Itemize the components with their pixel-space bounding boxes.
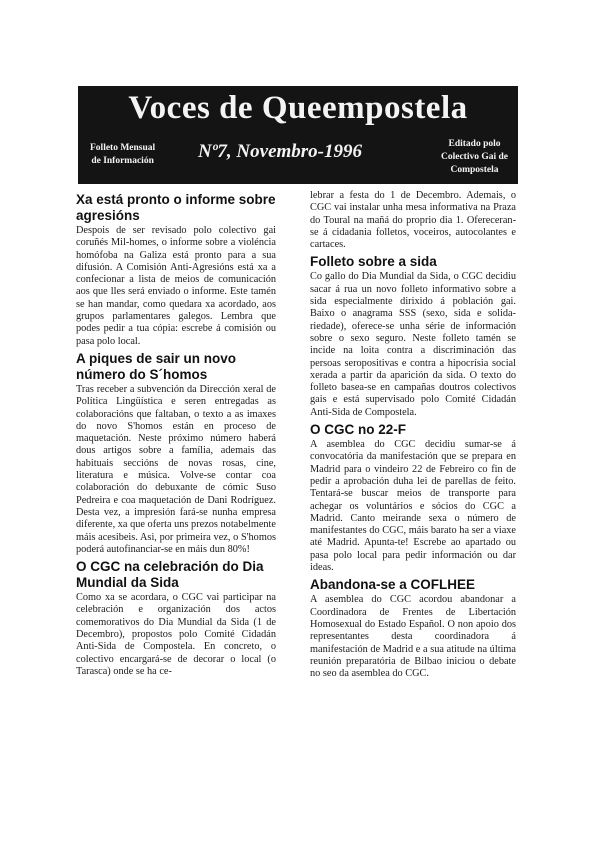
article-title: O CGC no 22-F	[310, 422, 407, 438]
article-dia-mundial	[76, 559, 276, 678]
publisher-line: Editado polo	[448, 139, 501, 149]
article-body: Co gallo do Dia Mundial da Sida, o CGC decidiu sacar á rua un novo folleto informativo sobre a sida especialmente dirixido á población gai. Baixo o anagrama SSS (sexo, sida e solida-riedade), oferece-se unha série de información sobre o sexo seguro. Neste folleto tamén se incide na loita contra a discriminación das persoas seropositivas e contra a hipocrísia social xerada a partir da aparición da sida. O texto do folleto basea-se en campañas doutros colectivos gais e está supervisado polo Comité Cidadán Anti-Sida de Compostela.	[310, 271, 516, 418]
masthead	[78, 86, 518, 184]
issue-number: Nº7, Novembro-1996	[198, 141, 363, 162]
article-body: A asemblea do CGC decidiu sumar-se á convocatória da manifestación que se prepara en Madrid para o vindeiro 22 de Febreiro co fin de pedir a aprobación duha lei de parellas de feito. Tentará-se buscar meios de transporte para achegar os voluntários e sócios do CGC a Madrid. Canto meirande sexa o número de manifestantes do CGC, máis barato ha ser a viaxe até Madrid. Apunta-te! Escrebe ao apartado ou pasa polo local para pedir información ou dar ideas.	[310, 439, 516, 574]
publisher-credit	[441, 138, 508, 177]
article-agresions	[76, 192, 276, 348]
article-title: A piques de sair un novo número do S´homos	[76, 350, 237, 382]
newsletter-title: Voces de Queempostela	[128, 90, 468, 126]
article-title: Abandona-se a COFLHEE	[310, 577, 476, 593]
article-title: Folleto sobre a sida	[310, 254, 437, 270]
masthead-subtitle	[90, 142, 155, 168]
publisher-line: Colectivo Gai de	[440, 152, 508, 162]
article-shomos	[76, 351, 276, 556]
publisher-line: Compostela	[450, 165, 499, 175]
article-title: Xa está pronto o informe sobre agresións	[76, 192, 276, 223]
article-continuation: lebrar a festa do 1 de Decembro. Ademais, o CGC vai instalar unha mesa informativa na Praza do Toural na mañá do proprio dia 1. Ofereceran-se á cidadania folletos, voceiros, autocolantes e cartaces.	[310, 190, 516, 251]
article-body: A asemblea do CGC acordou abandonar a Coordinadora de Frentes de Libertación Homosexual do Estado Español. O non apoio dos representantes desta coordinadora á manifestación de Madrid e a sua atitude na última reunión preparatória de Bilbao iniciou o debate no seo da asemblea do CGC.	[310, 594, 516, 680]
article-folleto	[310, 254, 516, 419]
article-body: Despois de ser revisado polo colectivo gai coruñés Mil-homes, o informe sobre a violéncia homófoba na Galiza está pronto para a sua difusión. A Comisión Anti-Agresións está xa a confecionar a lista de meios de comunicación aos que lles será enviado o informe. Este tamén se han mandar, como quedara xa acordado, aos grupos parlamentares galegos. Lembra que podes pedir a tua cópia: escrebe á comisión ou pasa polo local.	[76, 225, 276, 347]
article-coflhee	[310, 577, 516, 680]
subtitle-line: de Información	[91, 156, 154, 166]
article-22f	[310, 422, 516, 574]
left-column	[76, 192, 276, 681]
article-title: O CGC na celebración do Dia Mundial da Sida	[76, 559, 264, 591]
subtitle-line: Folleto Mensual	[90, 143, 156, 153]
article-body: Como xa se acordara, o CGC vai participar na celebración e organización dos actos comemorativos do Dia Mundial da Sida (1 de Decembro), propostos polo Comité Cidadán Anti-Sida de Compostela. En concreto, o colectivo encargará-se de decorar o local (o Tarasca) onde se ha ce-	[76, 592, 276, 677]
article-body: Tras receber a subvención da Dirección xeral de Política Lingüística e seren entregadas as colaboracións que faltaban, o texto a as imaxes do novo S'homos están en proceso de maquetación. Neste próximo número haberá dous artigos sobre a família, ademais das habituais seccións de novas rosas, cine, literatura e música. Volve-se contar coa colaboración do debuxante de cómic Suso Pedreira e coa maquetación de Dani Rodríguez. Desta vez, a impresión fará-se nunha empresa diferente, xa que oferta uns prezos notabelmente máis acesibeis. Asi, por primeira vez, o S'homos poderá autofinanciar-se en máis dun 80%!	[76, 383, 276, 555]
right-column	[310, 190, 516, 683]
